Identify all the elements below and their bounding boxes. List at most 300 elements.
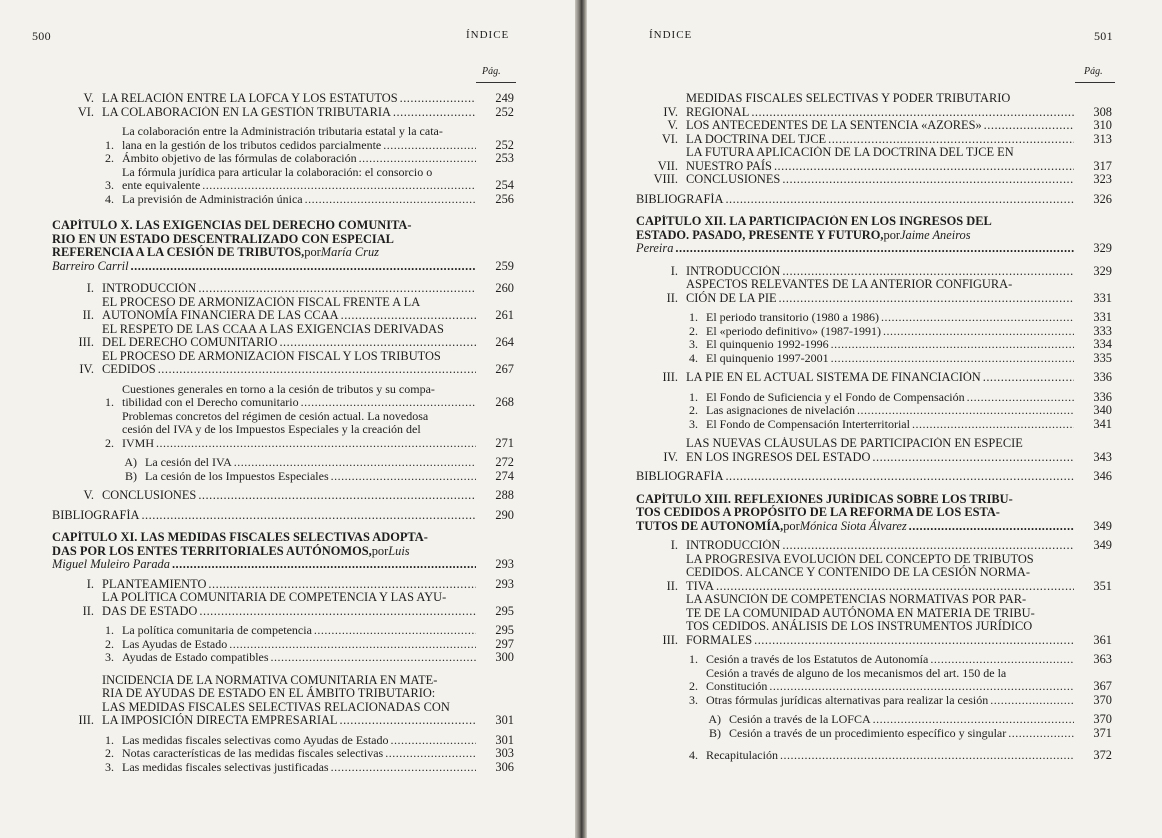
entry-title-line — [102, 578, 478, 592]
entry-title-text: Ayudas de Estado compatibles — [122, 651, 269, 664]
entry-number: 2. — [689, 323, 698, 338]
entry-number: I. — [86, 576, 94, 591]
entry-title — [102, 323, 478, 350]
entry-number: 1. — [689, 652, 698, 666]
entry-title-text: ESTADO. PASADO, PRESENTE Y FUTURO, — [636, 227, 884, 242]
entry-title-text: PLANTEAMIENTO — [102, 577, 207, 591]
entry-title-line: EL RESPETO DE LAS CCAA A LAS EXIGENCIAS DERIVADAS — [102, 322, 444, 336]
entry-title-line: LA POLÍTICA COMUNITARIA DE COMPETENCIA Y LAS AYU- — [102, 591, 447, 604]
page-ref: 256 — [495, 191, 514, 206]
book-gutter — [575, 0, 587, 838]
running-header: ÍNDICE — [649, 29, 693, 41]
page-ref: 329 — [1093, 263, 1112, 278]
pag-rule — [476, 82, 516, 83]
entry-title-line — [686, 292, 1076, 306]
toc-entry — [636, 92, 1112, 119]
page-number: 501 — [1094, 29, 1113, 43]
toc-entry — [636, 371, 1112, 385]
page-ref: 253 — [495, 151, 514, 165]
entry-title-text: Las medidas fiscales selectivas como Ayudas de Estado — [122, 733, 389, 747]
entry-title-line: Cesión a través de alguno de los mecanismos del art. 150 de la — [706, 666, 1007, 680]
spacer — [52, 273, 514, 282]
entry-title-line — [686, 106, 1076, 120]
entry-number: B) — [125, 468, 137, 483]
toc-entry — [636, 278, 1112, 305]
entry-number: 2. — [105, 636, 114, 651]
entry-title-line: INCIDENCIA DE LA NORMATIVA COMUNITARIA EN MATE- — [102, 673, 438, 687]
entry-title-line — [102, 309, 478, 323]
dot-leader — [156, 437, 476, 451]
entry-title-text: El Fondo de Suficiencia y el Fondo de Compensación — [706, 390, 965, 404]
page-ref: 367 — [1093, 679, 1112, 693]
entry-title — [686, 133, 1076, 147]
entry-title — [122, 125, 478, 152]
page-ref: 329 — [1093, 241, 1112, 255]
dot-leader — [208, 578, 476, 592]
page-ref: 300 — [495, 650, 514, 664]
toc-list — [52, 92, 514, 774]
entry-number: 1. — [105, 137, 114, 152]
entry-title — [122, 638, 478, 652]
entry-title-text: Cesión a través de un procedimiento específico y singular — [729, 726, 1007, 740]
chapter-heading — [636, 493, 1112, 534]
entry-title — [102, 578, 478, 592]
author-by: por — [883, 227, 901, 242]
page-ref: 336 — [1093, 370, 1112, 384]
entry-number: I. — [670, 263, 678, 278]
page-ref: 351 — [1093, 578, 1112, 593]
entry-title — [706, 311, 1076, 325]
dot-leader — [782, 265, 1074, 279]
entry-title — [729, 713, 1076, 727]
toc-list — [636, 92, 1112, 763]
entry-title-line — [102, 714, 478, 728]
toc-entry — [52, 166, 514, 193]
entry-title-line — [102, 282, 478, 296]
entry-title — [706, 391, 1076, 405]
entry-title — [102, 92, 478, 106]
entry-title — [636, 470, 1076, 484]
entry-title-line — [706, 391, 1076, 405]
entry-number: 1. — [105, 623, 114, 637]
entry-number: 3. — [105, 759, 114, 774]
entry-title-line — [102, 489, 478, 503]
dot-leader — [271, 651, 476, 665]
author-by: por — [371, 543, 389, 558]
dot-leader — [158, 363, 476, 377]
toc-entry — [52, 591, 514, 618]
entry-title-line — [686, 119, 1076, 133]
toc-entry — [52, 578, 514, 592]
entry-title-line: TOS CEDIDOS A PROPÓSITO DE LA REFORMA DE LOS ESTA- — [636, 505, 1000, 519]
entry-title-line: TE DE LA COMUNIDAD AUTÓNOMA EN MATERIA DE TRIBU- — [686, 605, 1035, 620]
entry-title-text: El Fondo de Compensación Interterritorial — [706, 417, 910, 431]
toc-entry — [52, 410, 514, 451]
entry-title-text: BIBLIOGRAFÍA — [636, 470, 724, 483]
dot-leader — [967, 391, 1074, 405]
entry-title-line — [102, 363, 478, 377]
dot-leader — [391, 734, 477, 748]
page-ref: 370 — [1093, 712, 1112, 726]
entry-number: 2. — [689, 679, 698, 693]
entry-title — [52, 219, 478, 273]
page-ref: 293 — [495, 557, 514, 571]
page-ref: 290 — [495, 507, 514, 522]
toc-entry — [52, 125, 514, 152]
entry-title — [102, 674, 478, 728]
page-ref: 297 — [495, 636, 514, 651]
entry-number: A) — [708, 712, 721, 726]
entry-title — [122, 651, 478, 665]
dot-leader — [331, 470, 476, 484]
entry-title-line — [729, 713, 1076, 727]
entry-title-line — [636, 193, 1076, 207]
toc-entry — [52, 747, 514, 761]
page-ref: 295 — [495, 623, 514, 637]
author-name: Jaime Aneiros — [900, 227, 971, 242]
toc-entry — [52, 193, 514, 207]
entry-title-line — [52, 260, 478, 274]
entry-title-text: TIVA — [686, 578, 714, 593]
dot-leader — [990, 694, 1074, 708]
entry-number: B) — [709, 725, 721, 740]
entry-title-line — [122, 761, 478, 775]
toc-entry — [52, 350, 514, 377]
entry-title-text: La cesión de los Impuestos Especiales — [145, 469, 329, 483]
running-header: ÍNDICE — [466, 29, 510, 41]
pag-label: Pág. — [1084, 66, 1103, 77]
page-ref: 261 — [495, 308, 514, 322]
page-ref: 346 — [1093, 469, 1112, 483]
toc-entry — [636, 749, 1112, 763]
spacer — [52, 522, 514, 531]
author-by: por — [783, 518, 800, 533]
spacer — [636, 256, 1112, 265]
dot-leader — [400, 92, 476, 106]
entry-title — [102, 591, 478, 618]
page-ref: 331 — [1093, 310, 1112, 324]
dot-leader — [279, 336, 476, 350]
entry-number: II. — [666, 578, 678, 593]
spacer — [52, 206, 514, 219]
page-ref: 249 — [495, 91, 514, 105]
entry-title — [686, 92, 1076, 119]
entry-number: 2. — [689, 403, 698, 417]
dot-leader — [383, 139, 476, 153]
page-ref: 343 — [1093, 449, 1112, 464]
toc-entry — [52, 509, 514, 523]
toc-entry — [52, 106, 514, 120]
page-ref: 274 — [495, 468, 514, 483]
entry-title — [122, 624, 478, 638]
entry-number: 3. — [689, 692, 698, 707]
dot-leader — [883, 325, 1074, 339]
entry-title-text: La previsión de Administración única — [122, 192, 303, 206]
entry-title-line — [706, 352, 1076, 366]
entry-title-text: REFERENCIA A LA CESIÓN DE TRIBUTOS, — [52, 245, 305, 259]
entry-title-line — [52, 246, 478, 260]
entry-number: I. — [86, 281, 94, 295]
entry-title-text: BIBLIOGRAFÍA — [636, 192, 724, 206]
entry-title-text: tibilidad con el Derecho comunitario — [122, 395, 299, 409]
page-ref: 371 — [1093, 725, 1112, 740]
entry-title-text: AUTONOMÍA FINANCIERA DE LAS CCAA — [102, 308, 339, 322]
dot-leader — [930, 653, 1074, 667]
entry-title-line — [52, 558, 478, 572]
page-ref: 361 — [1093, 632, 1112, 647]
toc-entry — [636, 553, 1112, 594]
dot-leader — [873, 713, 1074, 727]
page-ref: 363 — [1093, 652, 1112, 666]
dot-leader — [359, 152, 476, 166]
entry-title-line: MEDIDAS FISCALES SELECTIVAS Y PODER TRIBUTARIO — [686, 92, 1011, 105]
page-ref: 331 — [1093, 290, 1112, 305]
page-ref: 271 — [495, 435, 514, 450]
entry-number: 2. — [105, 746, 114, 760]
toc-entry — [636, 193, 1112, 207]
page-ref: 264 — [495, 335, 514, 349]
entry-title — [706, 404, 1076, 418]
dot-leader — [234, 456, 476, 470]
entry-title-line: CEDIDOS. ALCANCE Y CONTENIDO DE LA CESIÓN NORMA- — [686, 565, 1030, 579]
toc-entry — [636, 437, 1112, 464]
entry-title-text: Recapitulación — [706, 749, 778, 762]
entry-title-line: ASPECTOS RELEVANTES DE LA ANTERIOR CONFIGURA- — [686, 278, 1013, 291]
author-name: Mónica Siota Álvarez — [799, 518, 907, 533]
entry-number: III. — [78, 713, 94, 727]
spacer — [636, 484, 1112, 493]
dot-leader — [675, 242, 1074, 256]
entry-title-text: CONCLUSIONES — [686, 173, 781, 186]
entry-number: 1. — [689, 310, 698, 324]
left-page — [0, 0, 575, 838]
entry-title — [686, 437, 1076, 464]
dot-leader — [831, 352, 1074, 366]
entry-title-text: INTRODUCCIÓN — [102, 282, 197, 295]
entry-title-text: Constitución — [706, 679, 768, 693]
page-ref: 340 — [1093, 403, 1112, 417]
dot-leader — [198, 489, 476, 503]
entry-title — [706, 653, 1076, 667]
dot-leader — [984, 119, 1074, 133]
page-ref: 260 — [495, 281, 514, 295]
toc-entry — [636, 146, 1112, 173]
entry-title-line: LA ASUNCIÓN DE COMPETENCIAS NORMATIVAS POR PAR- — [686, 593, 1027, 606]
entry-title-line — [686, 539, 1076, 553]
dot-leader — [1008, 727, 1074, 741]
page-ref: 259 — [495, 258, 514, 273]
entry-title-line — [122, 396, 478, 410]
entry-title-text: TUTOS DE AUTONOMÍA, — [636, 518, 784, 533]
entry-number: III. — [78, 335, 94, 349]
author-by: por — [304, 245, 321, 259]
author-name: Pereira — [636, 241, 674, 255]
entry-title — [122, 383, 478, 410]
page-ref: 267 — [495, 362, 514, 376]
toc-entry — [636, 593, 1112, 647]
page-ref: 349 — [1093, 518, 1112, 533]
entry-number: 4. — [105, 191, 114, 206]
entry-title-line — [122, 179, 478, 193]
entry-title — [102, 296, 478, 323]
entry-number: 3. — [105, 650, 114, 664]
pag-label: Pág. — [482, 66, 501, 77]
entry-title-line — [706, 694, 1076, 708]
entry-title-line: TOS CEDIDOS. ANÁLISIS DE LOS INSTRUMENTOS JURÍDICO — [686, 619, 1033, 633]
toc-entry — [52, 638, 514, 652]
entry-title-text: CONCLUSIONES — [102, 489, 197, 502]
dot-leader — [912, 418, 1074, 432]
entry-number: IV. — [663, 449, 678, 464]
spacer — [636, 206, 1112, 215]
entry-title-line: RIO EN UN ESTADO DESCENTRALIZADO CON ESPECIAL — [52, 231, 394, 246]
entry-title-line — [636, 229, 1076, 243]
dot-leader — [199, 605, 476, 619]
entry-title-line — [122, 139, 478, 153]
entry-title-text: El periodo transitorio (1980 a 1986) — [706, 311, 879, 324]
entry-title-line — [706, 325, 1076, 339]
entry-title-line — [102, 106, 478, 120]
dot-leader — [857, 404, 1074, 418]
entry-title — [102, 489, 478, 503]
toc-entry — [636, 470, 1112, 484]
entry-title-text: La cesión del IVA — [145, 456, 232, 469]
entry-number: IV. — [663, 104, 678, 119]
toc-entry — [636, 418, 1112, 432]
entry-title — [145, 470, 478, 484]
entry-title-line — [706, 311, 1076, 325]
entry-number: III. — [662, 632, 678, 647]
entry-title — [706, 667, 1076, 694]
entry-number: 2. — [105, 151, 114, 165]
toc-entry — [52, 761, 514, 775]
entry-number: 1. — [689, 389, 698, 404]
dot-leader — [202, 179, 476, 193]
page-ref: 310 — [1093, 118, 1112, 132]
entry-title-line — [686, 451, 1076, 465]
entry-title-line — [686, 133, 1076, 147]
toc-entry — [636, 694, 1112, 708]
entry-title — [706, 325, 1076, 339]
page-ref: 301 — [495, 713, 514, 727]
entry-number: IV. — [79, 362, 94, 376]
entry-title-line — [706, 653, 1076, 667]
entry-title — [102, 350, 478, 377]
page-ref: 254 — [495, 178, 514, 192]
entry-title — [686, 119, 1076, 133]
entry-title — [122, 152, 478, 166]
entry-title — [636, 493, 1076, 534]
entry-title — [706, 352, 1076, 366]
entry-title-text: El quinquenio 1992-1996 — [706, 338, 829, 351]
chapter-heading — [52, 531, 514, 572]
entry-title-line — [706, 749, 1076, 763]
page-ref: 268 — [495, 395, 514, 409]
entry-title-text: LA PIE EN EL ACTUAL SISTEMA DE FINANCIACIÓN — [686, 371, 981, 384]
dot-leader — [385, 747, 476, 761]
entry-title-text: Otras fórmulas jurídicas alternativas para realizar la cesión — [706, 693, 989, 707]
entry-title — [686, 371, 1076, 385]
entry-title-text: Cesión a través de los Estatutos de Autonomía — [706, 653, 929, 666]
entry-title — [122, 410, 478, 451]
dot-leader — [782, 173, 1074, 187]
entry-title-line: RIA DE AYUDAS DE ESTADO EN EL ÁMBITO TRIBUTARIO: — [102, 686, 436, 700]
dot-leader — [780, 749, 1074, 763]
entry-number: I. — [670, 538, 678, 552]
toc-entry — [636, 713, 1112, 727]
entry-number: V. — [83, 91, 94, 105]
entry-title-line: LA PROGRESIVA EVOLUCIÓN DEL CONCEPTO DE TRIBUTOS — [686, 552, 1034, 566]
dot-leader — [831, 338, 1074, 352]
entry-title-text: FORMALES — [686, 632, 753, 647]
page-ref: 370 — [1093, 692, 1112, 707]
entry-title-text: LOS ANTECEDENTES DE LA SENTENCIA «AZORES» — [686, 119, 982, 132]
entry-title-text: CIÓN DE LA PIE — [686, 290, 777, 305]
entry-title-text: EN LOS INGRESOS DEL ESTADO — [686, 449, 871, 464]
entry-title-line — [686, 265, 1076, 279]
toc-entry — [636, 133, 1112, 147]
dot-leader — [305, 193, 476, 207]
dot-leader — [141, 509, 476, 523]
toc-entry — [636, 727, 1112, 741]
dot-leader — [393, 106, 476, 120]
entry-title-line: EL PROCESO DE ARMONIZACIÓN FISCAL Y LOS TRIBUTOS — [102, 349, 441, 363]
toc-entry — [52, 734, 514, 748]
entry-title-text: Ámbito objetivo de las fórmulas de colaboración — [122, 152, 357, 165]
entry-number: VI. — [77, 104, 94, 119]
page-ref: 301 — [495, 732, 514, 747]
entry-title — [122, 193, 478, 207]
entry-title-text: REGIONAL — [686, 104, 750, 119]
entry-title-line — [636, 520, 1076, 534]
entry-title — [52, 509, 478, 523]
entry-number: V. — [667, 118, 678, 132]
author-name: Barreiro Carril — [52, 258, 129, 273]
page-ref: 308 — [1093, 104, 1112, 119]
toc-entry — [52, 624, 514, 638]
toc-entry — [52, 282, 514, 296]
pag-rule — [1075, 82, 1115, 83]
entry-number: 1. — [105, 395, 114, 409]
entry-title-text: LA IMPOSICIÓN DIRECTA EMPRESARIAL — [102, 713, 338, 727]
page-ref: 272 — [495, 455, 514, 469]
entry-title — [636, 215, 1076, 256]
entry-title-text: LA RELACIÓN ENTRE LA LOFCA Y LOS ESTATUTOS — [102, 92, 398, 105]
page-ref: 293 — [495, 576, 514, 591]
entry-title-line — [145, 470, 478, 484]
entry-title-text: DEL DERECHO COMUNITARIO — [102, 335, 278, 349]
toc-entry — [52, 489, 514, 503]
entry-number: VII. — [657, 158, 678, 173]
entry-number: V. — [83, 488, 94, 502]
entry-title — [706, 694, 1076, 708]
entry-title — [686, 278, 1076, 305]
entry-number: A) — [124, 455, 137, 469]
author-name: Miguel Muleiro Parada — [52, 557, 170, 571]
entry-title — [706, 338, 1076, 352]
toc-entry — [636, 265, 1112, 279]
toc-entry — [636, 404, 1112, 418]
toc-entry — [636, 173, 1112, 187]
toc-entry — [636, 667, 1112, 694]
entry-title-line — [122, 747, 478, 761]
entry-title-line: LA FUTURA APLICACIÓN DE LA DOCTRINA DEL TJCE EN — [686, 146, 1014, 159]
page-ref: 333 — [1093, 323, 1112, 338]
page-ref: 334 — [1093, 337, 1112, 351]
toc-entry — [52, 323, 514, 350]
entry-title-line — [122, 651, 478, 665]
spacer — [636, 740, 1112, 749]
